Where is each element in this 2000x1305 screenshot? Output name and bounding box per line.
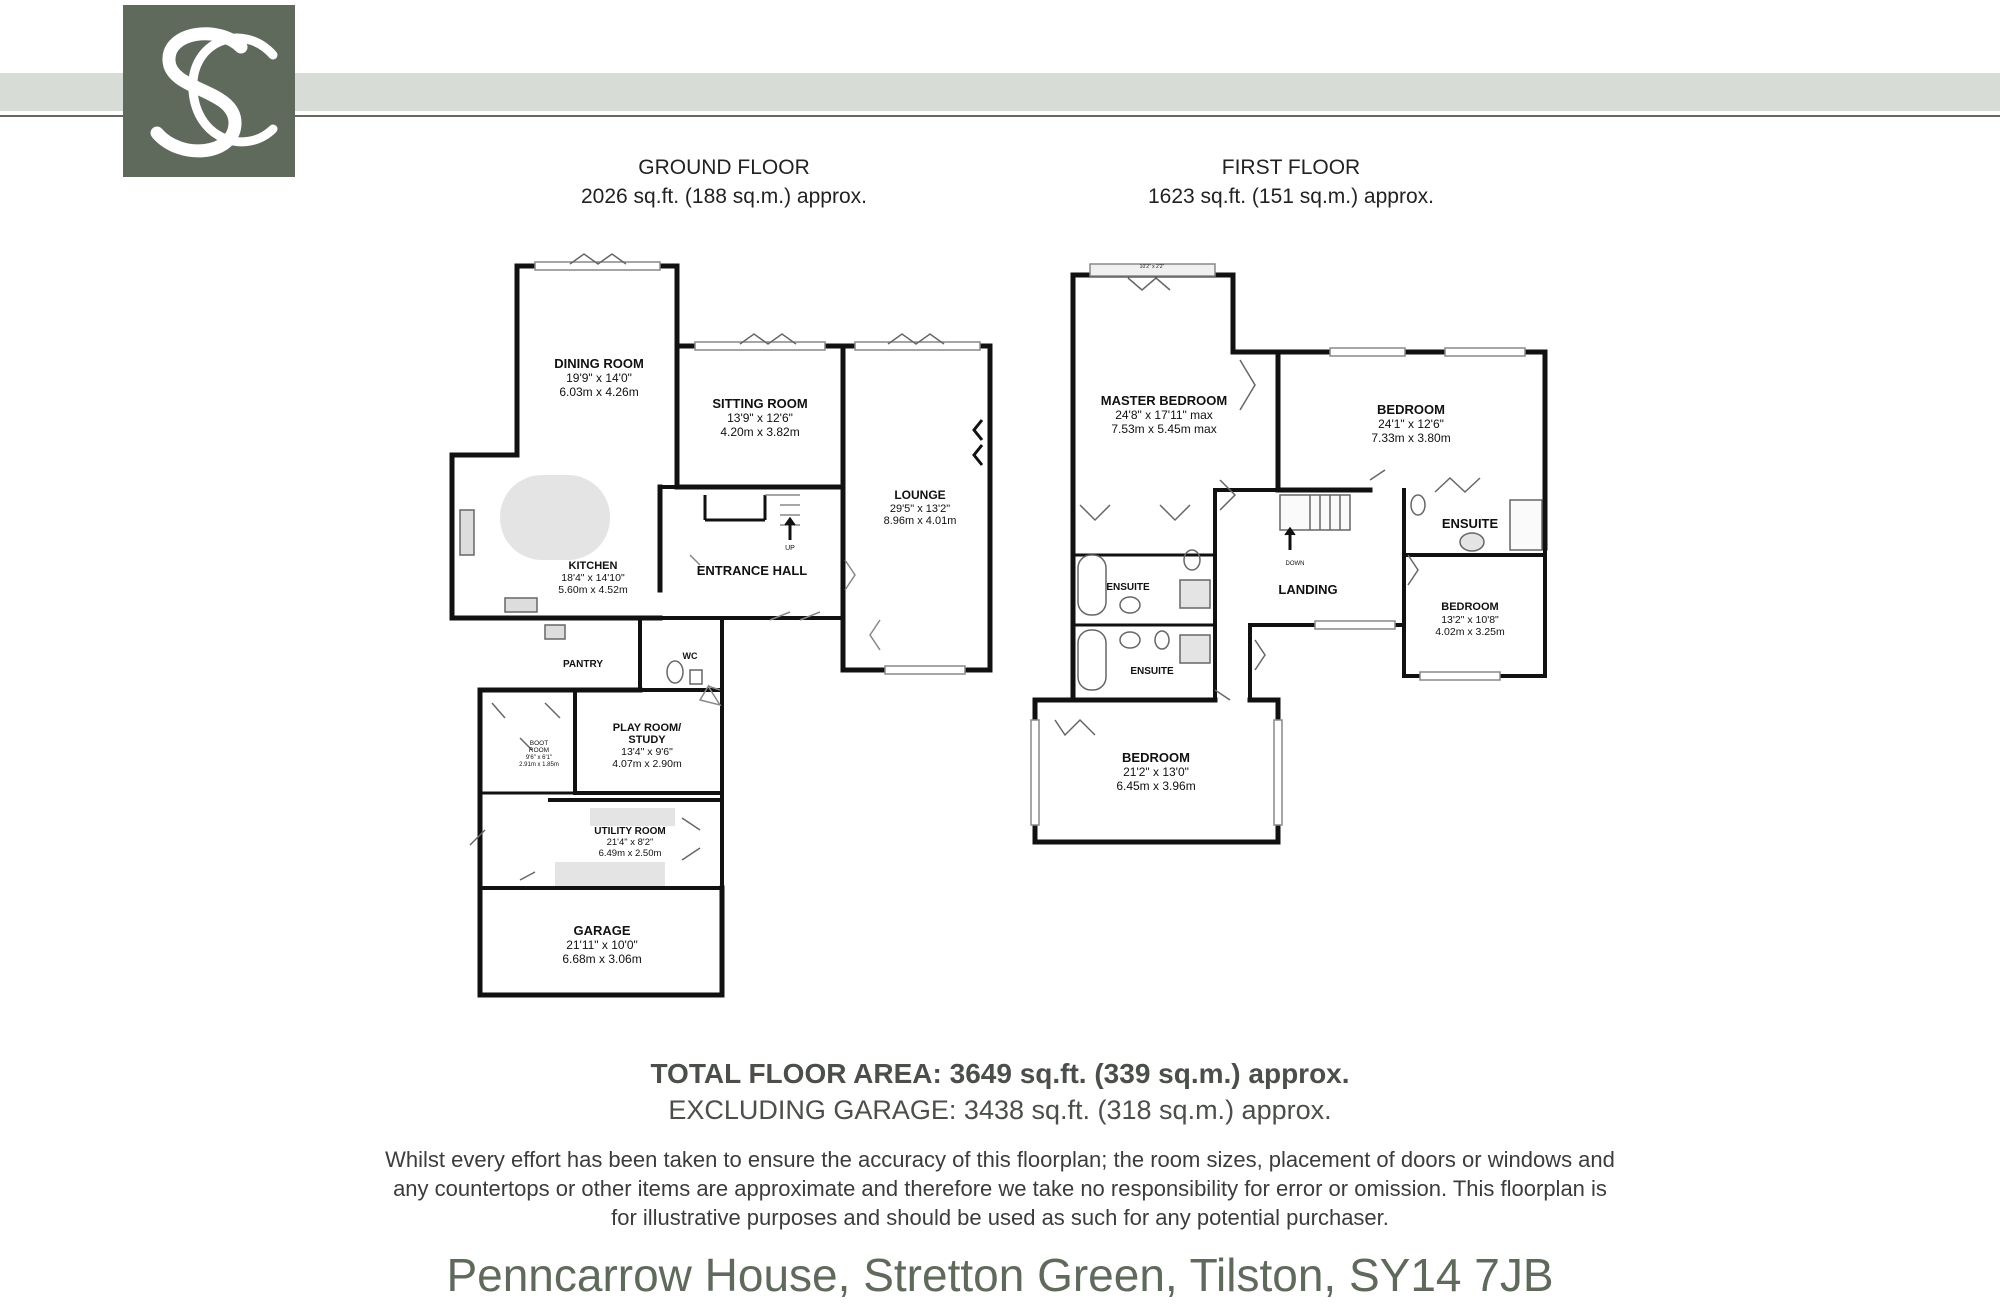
ground-floor-area: 2026 sq.ft. (188 sq.m.) approx. <box>581 185 867 208</box>
dining-room-dim-imperial: 19'9" x 14'0" <box>566 371 632 385</box>
first-floor-area: 1623 sq.ft. (151 sq.m.) approx. <box>1148 185 1434 208</box>
stairs-down-label: DOWN <box>1285 561 1305 567</box>
total-floor-area: TOTAL FLOOR AREA: 3649 sq.ft. (339 sq.m.) approx. <box>650 1058 1350 1089</box>
boot-room-dim-imperial: 9'6" x 6'1" <box>525 755 553 761</box>
bedroom-2-name: BEDROOM <box>1377 402 1445 417</box>
excluding-garage-area: EXCLUDING GARAGE: 3438 sq.ft. (318 sq.m.) approx. <box>668 1095 1332 1125</box>
garage-dim-metric: 6.68m x 3.06m <box>562 952 642 966</box>
bedroom-4-name: BEDROOM <box>1122 750 1190 765</box>
landing-name: LANDING <box>1278 582 1338 597</box>
entrance-hall-name: ENTRANCE HALL <box>696 563 808 578</box>
lounge-name: LOUNGE <box>894 488 946 502</box>
pantry-name: PANTRY <box>563 659 603 670</box>
ground-floor-plan <box>452 266 990 995</box>
playroom-dim-metric: 4.07m x 2.90m <box>612 758 682 770</box>
master-bedroom-name: MASTER BEDROOM <box>1100 393 1228 408</box>
dining-room-dim-metric: 6.03m x 4.26m <box>559 385 639 399</box>
lounge-dim-metric: 8.96m x 4.01m <box>883 515 957 527</box>
bedroom-4-dim-imperial: 21'2" x 13'0" <box>1123 765 1189 779</box>
sitting-room-dim-metric: 4.20m x 3.82m <box>720 425 800 439</box>
garage-dim-imperial: 21'11" x 10'0" <box>566 938 638 952</box>
lounge-dim-imperial: 29'5" x 13'2" <box>889 503 951 515</box>
utility-room-name: UTILITY ROOM <box>594 826 666 837</box>
garage-name: GARAGE <box>573 923 631 938</box>
utility-room-dim-imperial: 21'4" x 8'2" <box>606 837 654 848</box>
bedroom-3-name: BEDROOM <box>1441 601 1499 613</box>
utility-room-dim-metric: 6.49m x 2.50m <box>598 848 662 859</box>
bedroom-3-dim-imperial: 13'2" x 10'8" <box>1441 614 1499 626</box>
boot-room-dim-metric: 2.91m x 1.85m <box>519 762 559 768</box>
boot-room-name: BOOT <box>529 740 549 747</box>
master-bedroom-dim-metric: 7.53m x 5.45m max <box>1111 422 1217 436</box>
sitting-room-dim-imperial: 13'9" x 12'6" <box>727 411 793 425</box>
disclaimer-text: Whilst every effort has been taken to ensure the accuracy of this floorplan; the room sizes, placement of doors or windows and any countertops or other items are approximate and therefore we take no responsibility for error or omission. This floorplan is for illustrative purposes and should be used as such for any potential purchaser. <box>385 1147 1615 1230</box>
ensuite-right-name: ENSUITE <box>1441 516 1499 531</box>
bedroom-2-dim-imperial: 24'1" x 12'6" <box>1378 417 1444 431</box>
bedroom-2-dim-metric: 7.33m x 3.80m <box>1371 431 1451 445</box>
balcony-label: 10'2" x 2'2" <box>1139 264 1165 270</box>
dining-room-name: DINING ROOM <box>554 356 644 371</box>
playroom-dim-imperial: 13'4" x 9'6" <box>621 746 673 758</box>
ensuite-bottom-name: ENSUITE <box>1130 666 1174 677</box>
playroom-name-2: STUDY <box>628 734 666 746</box>
wc-name: WC <box>682 651 698 661</box>
ground-floor-title: GROUND FLOOR <box>638 156 810 179</box>
playroom-name: PLAY ROOM/ <box>612 722 682 734</box>
boot-room-name-2: ROOM <box>528 747 550 754</box>
sitting-room-name: SITTING ROOM <box>712 396 808 411</box>
kitchen-dim-imperial: 18'4" x 14'10" <box>561 572 625 584</box>
first-floor-plan <box>1035 275 1545 842</box>
bedroom-4-dim-metric: 6.45m x 3.96m <box>1116 779 1196 793</box>
stairs-up-label: UP <box>785 545 795 552</box>
property-address: Penncarrow House, Stretton Green, Tilston, SY14 7JB <box>446 1249 1554 1301</box>
bedroom-3-dim-metric: 4.02m x 3.25m <box>1435 626 1505 638</box>
kitchen-dim-metric: 5.60m x 4.52m <box>558 584 628 596</box>
first-floor-title: FIRST FLOOR <box>1221 156 1361 179</box>
master-bedroom-dim-imperial: 24'8" x 17'11" max <box>1115 408 1213 422</box>
kitchen-name: KITCHEN <box>568 560 618 572</box>
first-floor-details <box>1031 264 1542 825</box>
ensuite-top-name: ENSUITE <box>1106 582 1150 593</box>
